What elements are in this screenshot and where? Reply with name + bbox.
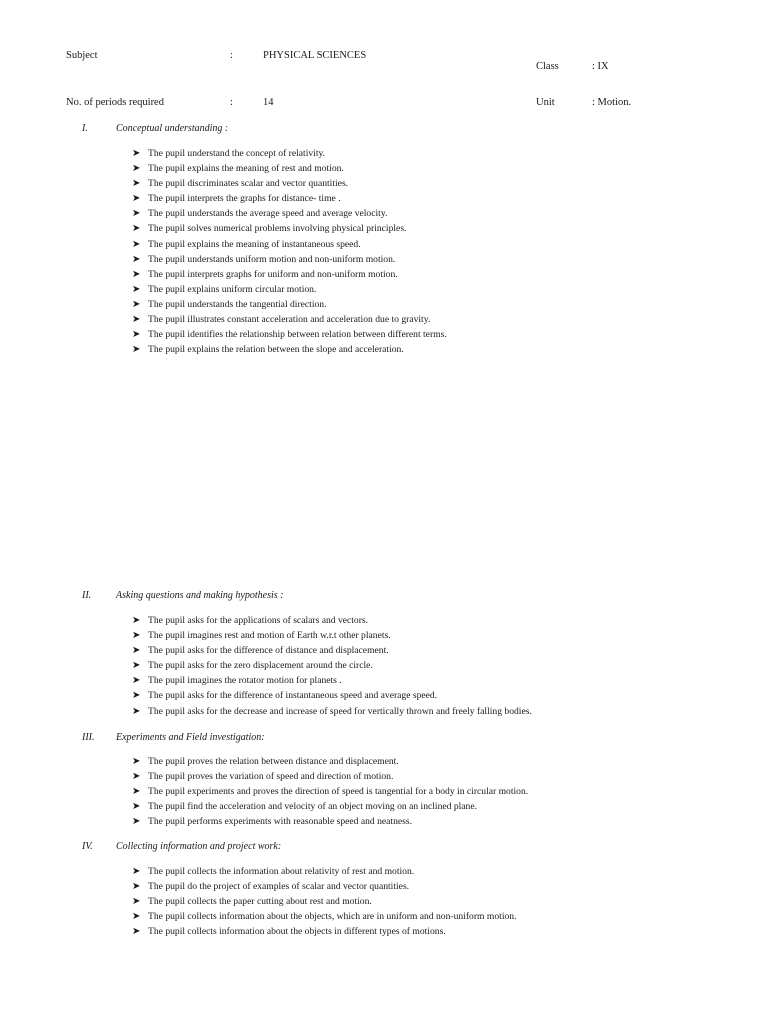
arrow-bullet-icon: ➤ [132, 615, 141, 626]
arrow-bullet-icon: ➤ [132, 208, 141, 220]
list-item [132, 879, 516, 894]
list-item-text: The pupil asks for the difference of distance and displacement. [148, 645, 389, 657]
list-item-text: The pupil imagines the rotator motion for planets . [148, 675, 342, 687]
arrow-bullet-icon: ➤ [132, 630, 141, 642]
bullet-list [132, 864, 516, 939]
list-item-text: The pupil explains the meaning of instantaneous speed. [148, 238, 361, 250]
bullet-list [132, 146, 447, 357]
class-value: : IX [592, 61, 609, 72]
arrow-bullet-icon: ➤ [132, 329, 141, 341]
list-item-text: The pupil explains uniform circular motion. [148, 283, 317, 295]
list-item [132, 146, 447, 161]
subject-label: Subject [66, 50, 98, 61]
arrow-bullet-icon: ➤ [132, 193, 141, 205]
list-item-text: The pupil understands the tangential direction. [148, 298, 327, 310]
arrow-bullet-icon: ➤ [132, 816, 141, 828]
list-item [132, 297, 447, 312]
list-item [132, 704, 532, 719]
list-item-text: The pupil proves the relation between distance and displacement. [148, 756, 399, 767]
arrow-bullet-icon: ➤ [132, 163, 141, 175]
list-item-text: The pupil identifies the relationship between relation between different terms. [148, 329, 447, 341]
arrow-bullet-icon: ➤ [132, 771, 141, 783]
list-item [132, 312, 447, 327]
subject-colon: : [230, 50, 233, 61]
list-item-text: The pupil asks for the applications of scalars and vectors. [148, 615, 369, 626]
class-label: Class [536, 61, 559, 72]
arrow-bullet-icon: ➤ [132, 756, 141, 767]
arrow-bullet-icon: ➤ [132, 344, 141, 356]
unit-value: : Motion. [592, 97, 632, 108]
list-item-text: The pupil proves the variation of speed and direction of motion. [148, 771, 394, 783]
list-item-text: The pupil collects information about the objects, which are in uniform and non-uniform motion. [148, 911, 517, 923]
arrow-bullet-icon: ➤ [132, 314, 141, 326]
list-item-text: The pupil collects the paper cutting about rest and motion. [148, 896, 372, 908]
arrow-bullet-icon: ➤ [132, 223, 141, 235]
arrow-bullet-icon: ➤ [132, 660, 141, 672]
list-item [132, 784, 528, 799]
section-heading [82, 841, 281, 852]
arrow-bullet-icon: ➤ [132, 298, 141, 310]
list-item [132, 221, 447, 236]
arrow-bullet-icon: ➤ [132, 268, 141, 280]
arrow-bullet-icon: ➤ [132, 675, 141, 687]
list-item [132, 769, 528, 784]
arrow-bullet-icon: ➤ [132, 690, 141, 702]
section-number: IV. [82, 841, 93, 852]
list-item-text: The pupil explains the meaning of rest and motion. [148, 163, 344, 175]
bullet-list [132, 613, 532, 719]
arrow-bullet-icon: ➤ [132, 881, 141, 893]
list-item-text: The pupil collects information about the objects in different types of motions. [148, 926, 446, 938]
list-item [132, 924, 516, 939]
list-item-text: The pupil interprets graphs for uniform and non-uniform motion. [148, 268, 398, 280]
arrow-bullet-icon: ➤ [132, 283, 141, 295]
list-item-text: The pupil find the acceleration and velocity of an object moving on an inclined plane. [148, 801, 478, 813]
list-item-text: The pupil understand the concept of relativity. [148, 148, 326, 159]
list-item [132, 613, 532, 628]
arrow-bullet-icon: ➤ [132, 645, 141, 657]
section-heading [82, 123, 228, 134]
arrow-bullet-icon: ➤ [132, 238, 141, 250]
section-number: I. [82, 123, 88, 134]
list-item-text: The pupil understands uniform motion and non-uniform motion. [148, 253, 396, 265]
list-item [132, 342, 447, 357]
list-item [132, 909, 516, 924]
list-item [132, 799, 528, 814]
periods-value: 14 [263, 97, 274, 108]
list-item [132, 161, 447, 176]
list-item [132, 282, 447, 297]
arrow-bullet-icon: ➤ [132, 801, 141, 813]
list-item [132, 237, 447, 252]
list-item-text: The pupil illustrates constant acceleration and acceleration due to gravity. [148, 314, 431, 326]
list-item [132, 658, 532, 673]
section-heading [82, 732, 265, 743]
arrow-bullet-icon: ➤ [132, 178, 141, 190]
list-item [132, 191, 447, 206]
periods-label: No. of periods required [66, 97, 164, 108]
list-item-text: The pupil experiments and proves the direction of speed is tangential for a body in circular motion. [148, 786, 529, 798]
list-item-text: The pupil explains the relation between the slope and acceleration. [148, 344, 404, 356]
list-item [132, 327, 447, 342]
arrow-bullet-icon: ➤ [132, 786, 141, 798]
list-item-text: The pupil imagines rest and motion of Earth w.r.t other planets. [148, 630, 391, 642]
list-item [132, 864, 516, 879]
list-item-text: The pupil discriminates scalar and vector quantities. [148, 178, 349, 190]
list-item [132, 688, 532, 703]
section-number: III. [82, 732, 95, 743]
list-item [132, 673, 532, 688]
section-title: Experiments and Field investigation: [116, 732, 265, 743]
arrow-bullet-icon: ➤ [132, 148, 141, 159]
list-item [132, 643, 532, 658]
unit-label: Unit [536, 97, 555, 108]
arrow-bullet-icon: ➤ [132, 253, 141, 265]
list-item [132, 176, 447, 191]
arrow-bullet-icon: ➤ [132, 896, 141, 908]
section-heading [82, 590, 283, 601]
list-item-text: The pupil asks for the zero displacement around the circle. [148, 660, 373, 672]
list-item-text: The pupil asks for the difference of instantaneous speed and average speed. [148, 690, 438, 702]
list-item [132, 252, 447, 267]
list-item-text: The pupil solves numerical problems involving physical principles. [148, 223, 407, 235]
arrow-bullet-icon: ➤ [132, 926, 141, 938]
section-title: Collecting information and project work: [116, 841, 282, 852]
list-item-text: The pupil understands the average speed and average velocity. [148, 208, 388, 220]
list-item [132, 754, 528, 769]
list-item [132, 814, 528, 829]
arrow-bullet-icon: ➤ [132, 705, 141, 717]
list-item-text: The pupil interprets the graphs for distance- time . [148, 193, 341, 205]
arrow-bullet-icon: ➤ [132, 911, 141, 923]
subject-value: PHYSICAL SCIENCES [263, 50, 367, 61]
list-item-text: The pupil do the project of examples of scalar and vector quantities. [148, 881, 410, 893]
list-item-text: The pupil asks for the decrease and increase of speed for vertically thrown and freely falling bodies. [148, 705, 532, 717]
bullet-list [132, 754, 528, 829]
list-item [132, 206, 447, 221]
list-item [132, 628, 532, 643]
arrow-bullet-icon: ➤ [132, 866, 141, 877]
section-title: Conceptual understanding : [116, 123, 229, 134]
list-item-text: The pupil performs experiments with reasonable speed and neatness. [148, 816, 413, 828]
section-number: II. [82, 590, 92, 601]
section-title: Asking questions and making hypothesis : [116, 590, 284, 601]
list-item-text: The pupil collects the information about relativity of rest and motion. [148, 866, 415, 877]
periods-colon: : [230, 97, 233, 108]
list-item [132, 894, 516, 909]
list-item [132, 267, 447, 282]
